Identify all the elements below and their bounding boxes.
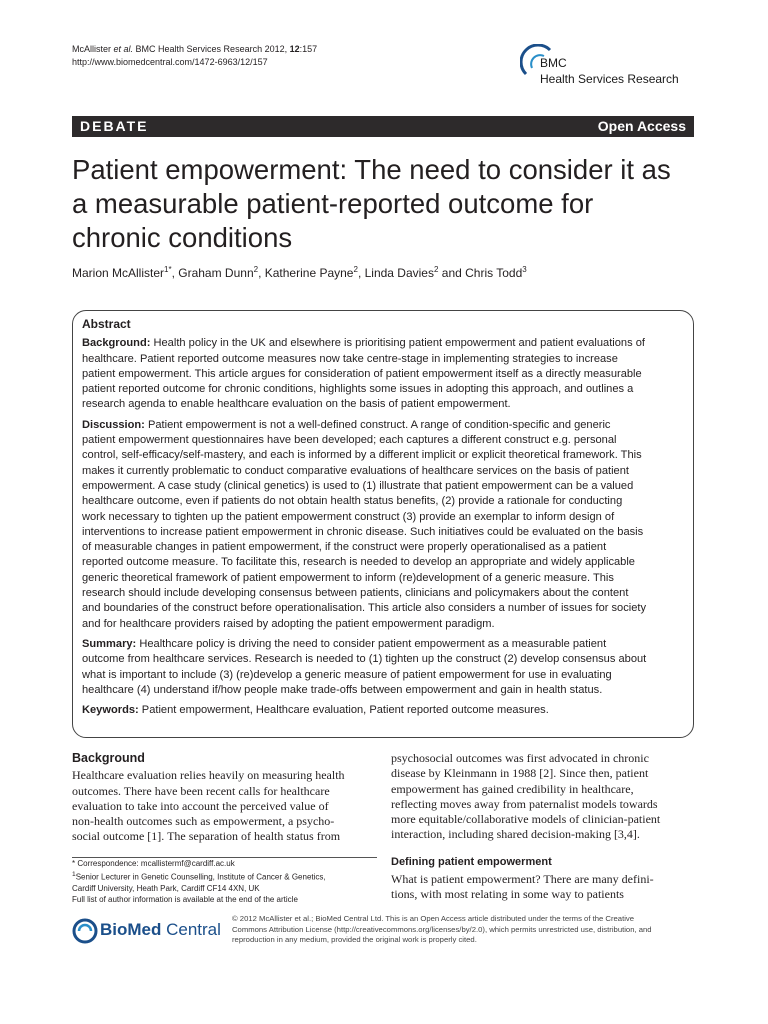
author-name: Chris Todd [465,266,523,280]
author-list [72,265,527,280]
section-label: Discussion: [82,418,145,431]
text-line: of measurable changes in patient empowerment, if the construct were properly operationalised as a patient [82,541,607,554]
abstract-keywords [82,703,688,718]
text-line: reported outcome measure. To facilitate this, research is needed to develop an appropriate and widely applicable [82,556,635,569]
text-line: and for healthcare providers raised by adopting the patient empowerment paradigm. [82,617,495,630]
section-label: Keywords: [82,704,139,717]
affiliation-text: Senior Lecturer in Genetic Counselling, Institute of Cancer & Genetics, [75,872,326,882]
copyright-line: reproduction in any medium, provided the original work is properly cited. [232,935,477,944]
text-line: disease by Kleinmann in 1988 [2]. Since then, patient [391,766,649,781]
abstract-summary [82,637,688,698]
text-line: Healthcare evaluation relies heavily on measuring health [72,768,345,783]
article-citation [72,43,317,69]
text-line: outcomes. There have been recent calls for healthcare [72,783,330,798]
logo-biomed: BioMed [100,920,162,939]
journal-logo-name: Health Services Research [540,72,679,86]
text-line: evaluation to take into account the perceived value of [72,798,329,813]
copyright-line: © 2012 McAllister et al.; BioMed Central Ltd. This is an Open Access article distributed under the terms of the Creative [232,914,635,923]
author-affiliation-sup: 2 [353,265,358,274]
abstract-heading: Abstract [82,317,131,331]
logo-central: Central [161,920,221,939]
text-line: tions, with most relating in some way to patients [391,887,624,902]
author-info-note: Full list of author information is available at the end of the article [72,894,298,904]
text-line: work necessary to tighten up the patient empowerment construct (3) provide an exemplar to inform design of [82,510,615,523]
text-line: more equitable/collaborative models of clinician-patient [391,812,661,827]
text-line: healthcare. Patient reported outcome measures now take centre-stage in implementing strategies to increase [82,352,618,365]
biomed-central-logo [72,918,232,948]
text-line: psychosocial outcomes was first advocated in chronic [391,751,649,765]
text-line: and boundaries of the construct before operationalisation. This article also considers a number of issues for society [82,602,647,615]
biomed-swirl-icon [72,918,98,944]
text-line: reflecting moves away from paternalist models towards [391,796,658,811]
footnotes [72,858,326,905]
text-line: interventions to increase patient empowerment in chronic disease. Such initiatives could be evaluated on the basis [82,525,644,538]
author-name: Linda Davies [364,266,434,280]
text-line: research should include developing consensus between patients, clinicians and policymakers about the content [82,587,629,600]
text-line: patient empowerment questionnaires have been developed; each captures a different construct e.g. personal [82,434,617,447]
author-name: Katherine Payne [264,266,354,280]
open-access-label: Open Access [597,118,686,134]
abstract-discussion [82,418,688,632]
citation-line [72,43,317,56]
article-type-banner [72,116,694,137]
text-line: healthcare (4) understand if/how people make trade-offs between empowerment and gain in health status. [82,683,603,696]
section-label: Background: [82,337,151,350]
author-name: Graham Dunn [178,266,254,280]
article-url-link[interactable]: http://www.biomedcentral.com/1472-6963/12/157 [72,57,268,67]
body-right-column [391,751,696,903]
title-line: chronic conditions [72,222,293,253]
author-separator: , [258,266,265,280]
author-separator: , [171,266,179,280]
affiliation-sup: 1 [72,871,76,878]
section-label: Summary: [82,637,137,650]
text-line: healthcare outcome, even if patients do not obtain health status benefits, (2) provide a rationale for conducting [82,495,623,508]
title-line: Patient empowerment: The need to consider it as [72,154,671,185]
text-line: Healthcare policy is driving the need to consider patient empowerment as a measurable patient [136,637,607,650]
text-line: outcome from healthcare services. Research is needed to (1) tighten up the construct (2) develop consensus about [82,653,647,666]
abstract-background [82,336,688,412]
text-line: empowerment. A case study (clinical genetics) is used to (1) illustrate that patient empowerment can be a valued [82,479,634,492]
journal-logo [520,44,700,100]
text-line: control, self-efficacy/self-mastery, and each is informed by a different implicit or explicit theoretical framework. This [82,449,642,462]
text-line: patient empowerment. This article argues for consideration of patient empowerment itself as a directly measurable [82,367,642,380]
author-separator: , [357,266,365,280]
author-affiliation-sup: 3 [522,265,527,274]
body-left-column [72,751,377,845]
text-line: What is patient empowerment? There are many defini- [391,872,654,887]
text-line: social outcome [1]. The separation of health status from [72,829,341,844]
text-line: makes it currently problematic to conduct comparative evaluations of healthcare services on the basis of patient [82,464,629,477]
article-title [72,153,712,255]
text-line: Patient empowerment is not a well-defined construct. A range of condition-specific and generic [144,418,611,431]
journal-logo-bmc: BMC [540,56,567,70]
text-line: what is important to include (3) (re)develop a generic measure of patient empowerment for use in evaluating [82,668,612,681]
copyright-line: Commons Attribution License (http://creativecommons.org/licenses/by/2.0), which permits unrestricted use, distribution, and [232,924,652,934]
author-separator: and [438,266,466,280]
text-line: non-health outcomes such as empowerment, a psycho- [72,814,335,829]
author-affiliation-sup: 1* [164,265,172,274]
author-affiliation-sup: 2 [433,265,439,274]
author-affiliation-sup: 2 [253,265,259,274]
text-line: Health policy in the UK and elsewhere is prioritising patient empowerment and patient evaluations of [150,337,645,350]
abstract [82,317,688,723]
text-line: empowerment has gained credibility in healthcare, [391,781,634,796]
text-line: patient reported outcome for chronic conditions, highlights some issues in adopting this approach, and outlines a [82,383,634,396]
article-type-label: DEBATE [80,118,149,134]
keywords-text: Patient empowerment, Healthcare evaluation, Patient reported outcome measures. [138,704,549,717]
section-heading-defining: Defining patient empowerment [391,855,552,868]
title-line: a measurable patient-reported outcome for [72,188,594,219]
author-name: Marion McAllister [72,266,165,280]
text-line: generic theoretical framework of patient empowerment to inform (re)development of a generic measure. This [82,571,614,584]
copyright-notice [232,914,702,946]
correspondence-email[interactable]: * Correspondence: mcallistermf@cardiff.ac.uk [72,859,235,868]
text-line: interaction, including shared decision-making [3,4]. [391,827,640,842]
text-line: research agenda to enable healthcare evaluation on the basis of patient empowerment. [82,398,511,411]
section-heading-background: Background [72,751,145,765]
citation-authors: McAllister et al. BMC Health Services Research 2012, 12:157 [72,44,318,54]
affiliation-text: Cardiff University, Heath Park, Cardiff CF14 4XN, UK [72,883,260,893]
